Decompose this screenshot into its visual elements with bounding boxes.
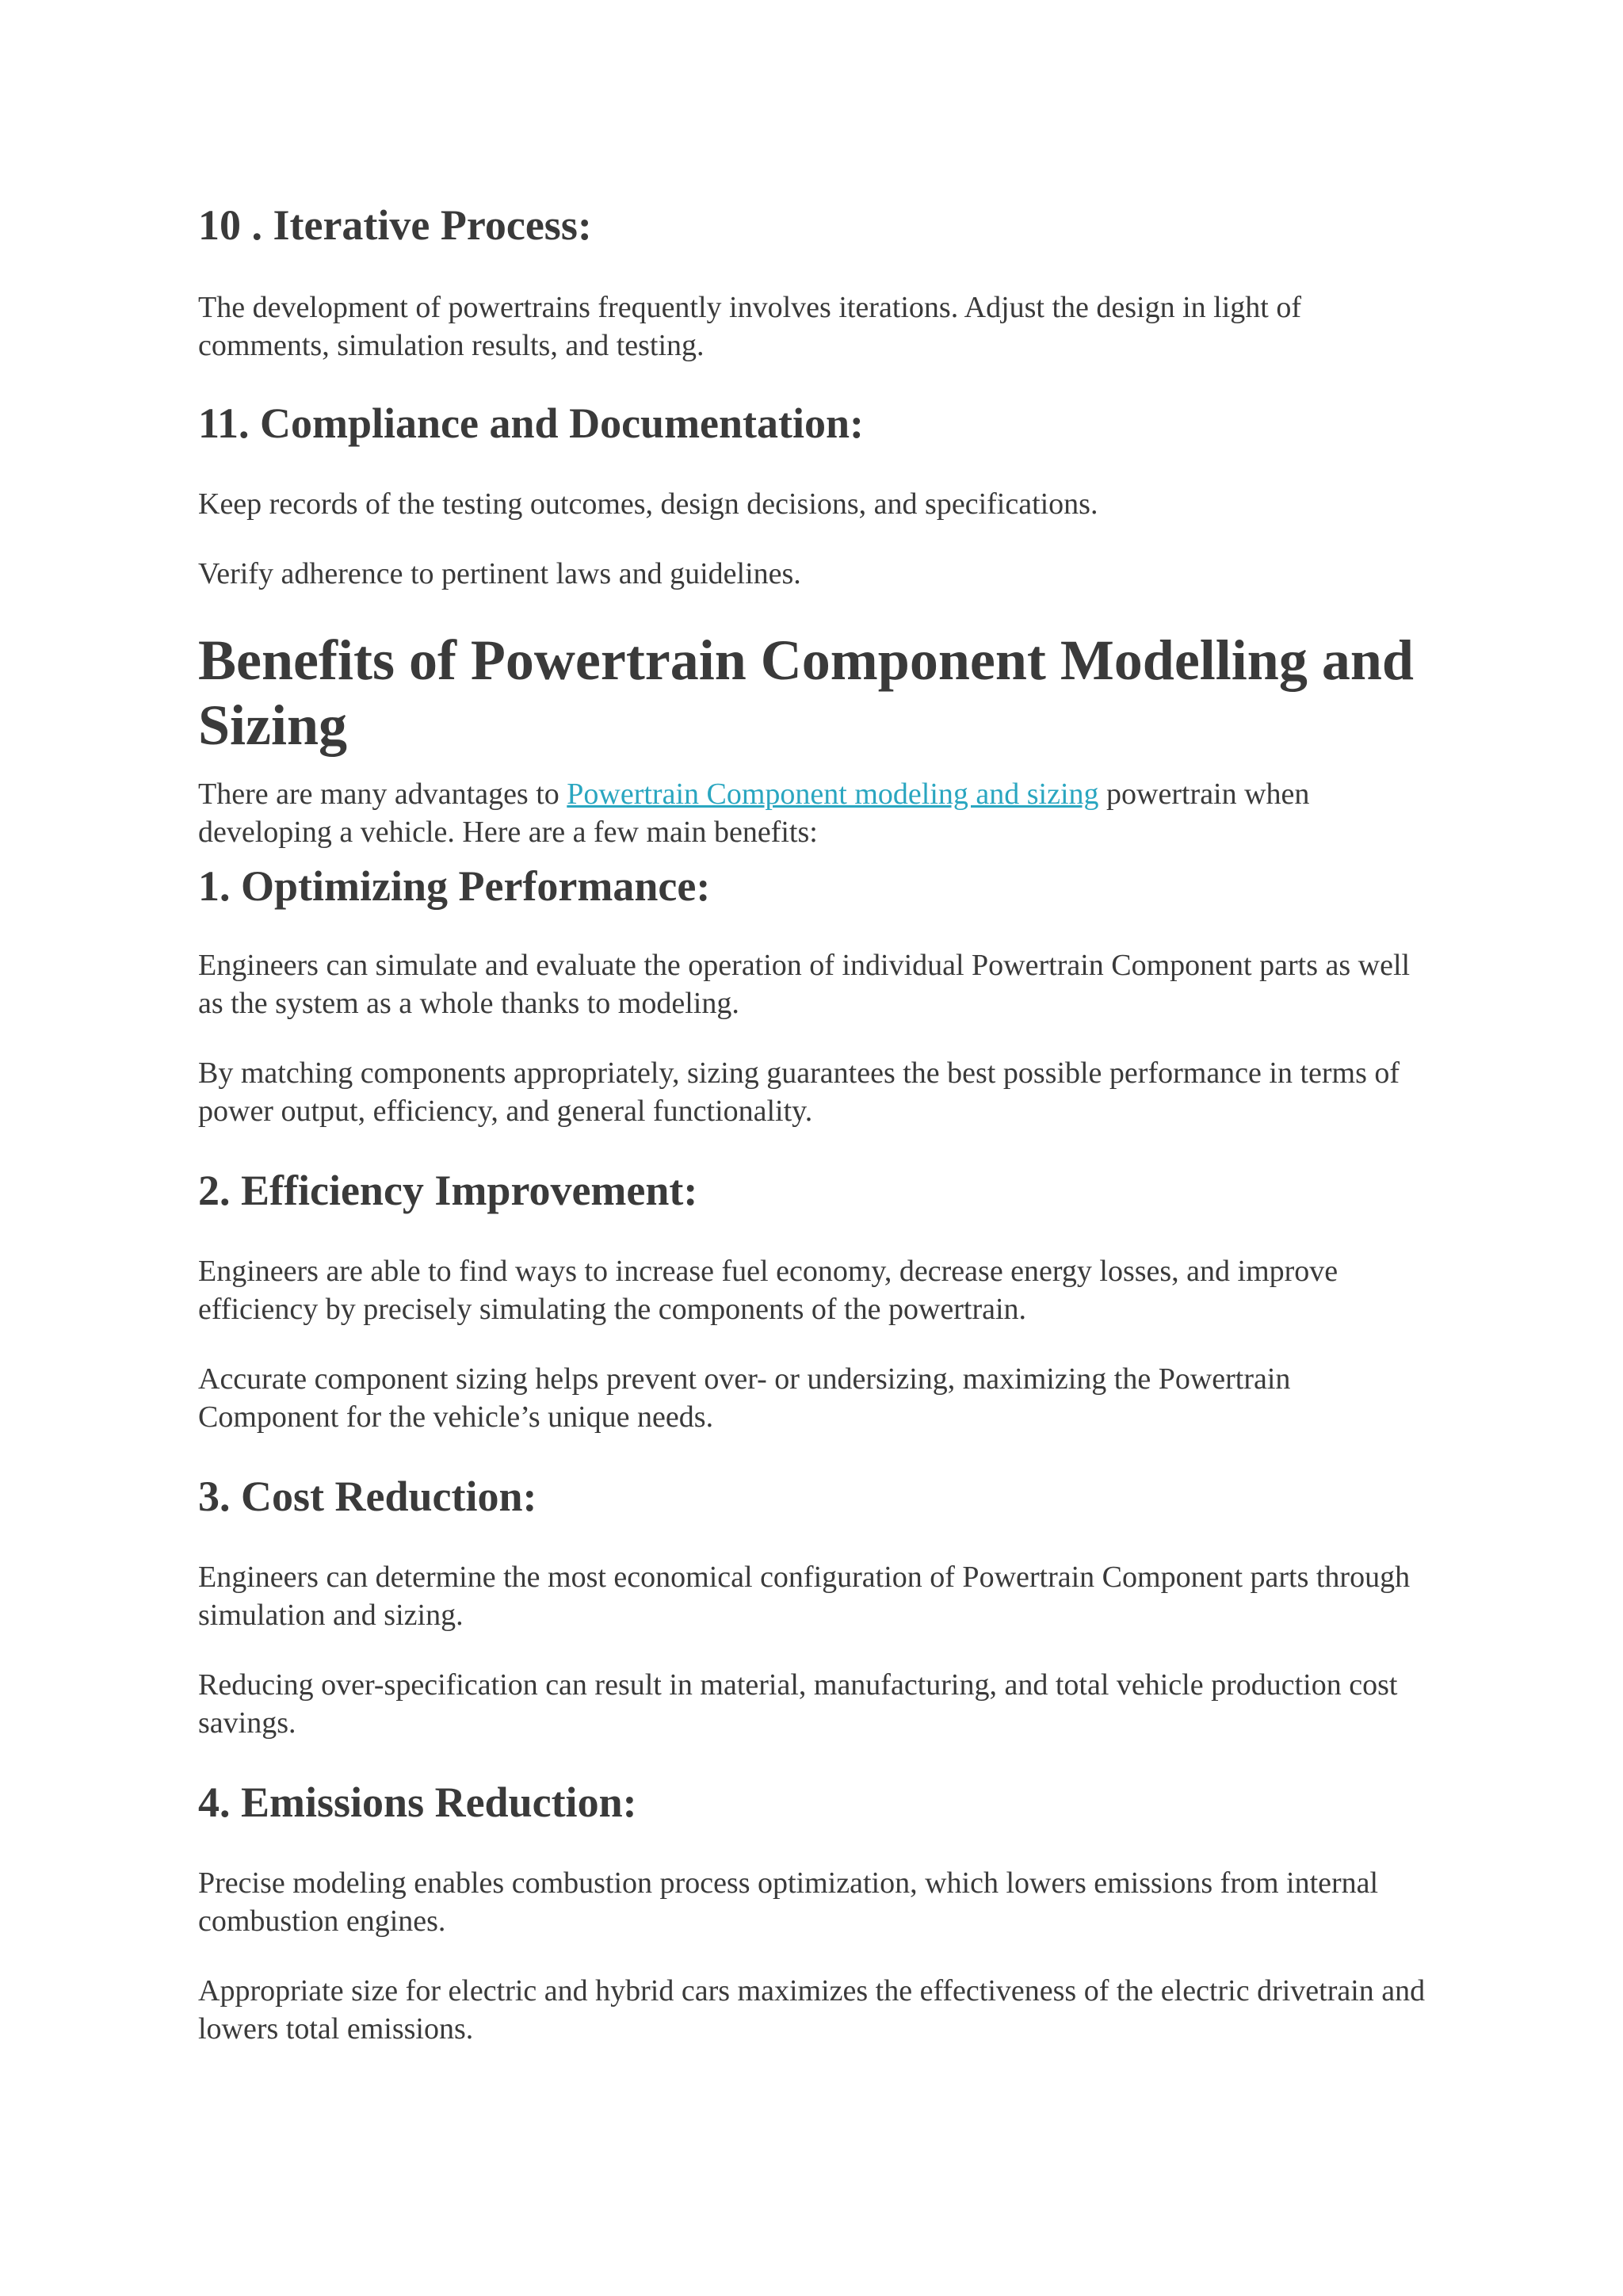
benefit-1-body-2 — [198, 1054, 1434, 1130]
benefit-heading: 1. Optimizing Performance: — [198, 862, 711, 910]
intro-text: There are many advantages to — [198, 777, 567, 811]
intro-paragraph — [198, 775, 1434, 851]
paragraph: Appropriate size for electric and hybrid cars maximizes the effectiveness of the electric drivetrain and lowers total emissions. — [198, 1974, 1426, 2046]
paragraph: Engineers can simulate and evaluate the operation of individual Powertrain Component parts as well as the system as a whole thanks to modeling. — [198, 949, 1411, 1020]
intro-text-line2: developing a vehicle. Here are a few main benefits: — [198, 816, 818, 849]
paragraph: Accurate component sizing helps prevent over- or undersizing, maximizing the Powertrain Component for the vehicle’s unique needs. — [198, 1362, 1291, 1434]
paragraph: Verify adherence to pertinent laws and guidelines. — [198, 557, 801, 590]
benefit-2-body-1 — [198, 1252, 1434, 1328]
benefit-3 — [198, 1471, 1434, 1522]
benefits-title — [198, 628, 1434, 758]
benefit-3-body-2 — [198, 1666, 1434, 1742]
benefits-intro — [198, 775, 1434, 851]
title-line-2: Sizing — [198, 693, 348, 757]
benefit-4-body-2 — [198, 1972, 1434, 2048]
benefits-heading — [198, 628, 1434, 758]
section-11 — [198, 398, 1434, 449]
benefit-1 — [198, 861, 1434, 911]
title-line-1: Benefits of Powertrain Component Modelling and — [198, 628, 1414, 692]
benefit-heading: 2. Efficiency Improvement: — [198, 1167, 698, 1214]
paragraph: Keep records of the testing outcomes, design decisions, and specifications. — [198, 487, 1098, 521]
benefit-1-body-1 — [198, 946, 1434, 1022]
section-10-body — [198, 288, 1434, 365]
paragraph: Precise modeling enables combustion process optimization, which lowers emissions from internal combustion engines. — [198, 1866, 1379, 1938]
powertrain-link[interactable]: Powertrain Component modeling and sizing — [567, 777, 1099, 811]
paragraph: By matching components appropriately, sizing guarantees the best possible performance in terms of power output, efficiency, and general functionality. — [198, 1056, 1400, 1128]
benefit-3-body-1 — [198, 1558, 1434, 1634]
paragraph: Reducing over-specification can result in material, manufacturing, and total vehicle production cost savings. — [198, 1668, 1398, 1740]
benefit-heading: 4. Emissions Reduction: — [198, 1778, 637, 1826]
section-11-body-1 — [198, 485, 1434, 523]
paragraph: The development of powertrains frequently involves iterations. Adjust the design in light of comments, simulation results, and testing. — [198, 291, 1301, 362]
section-heading: 11. Compliance and Documentation: — [198, 399, 865, 447]
benefit-2-body-2 — [198, 1360, 1434, 1436]
section-10 — [198, 200, 1434, 250]
intro-text-cont: powertrain when — [1098, 777, 1310, 811]
benefit-4-body-1 — [198, 1864, 1434, 1940]
benefit-4 — [198, 1777, 1434, 1828]
paragraph: Engineers can determine the most economical configuration of Powertrain Component parts through simulation and sizing. — [198, 1561, 1411, 1632]
section-11-body-2 — [198, 555, 1434, 593]
benefit-heading: 3. Cost Reduction: — [198, 1473, 537, 1520]
benefit-2 — [198, 1165, 1434, 1216]
section-heading: 10 . Iterative Process: — [198, 201, 592, 249]
paragraph: Engineers are able to find ways to increase fuel economy, decrease energy losses, and improve efficiency by precisely simulating the components of the powertrain. — [198, 1255, 1338, 1326]
